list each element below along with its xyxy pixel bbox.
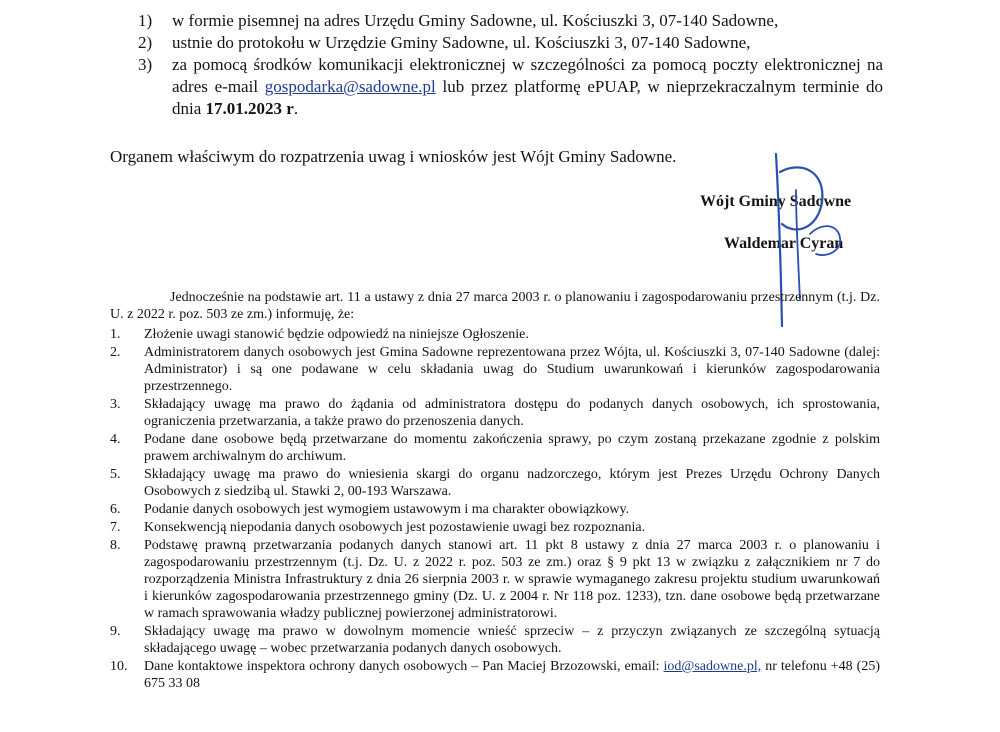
iod-email-link[interactable]: iod@sadowne.pl, [663,659,762,674]
clause-text-part: Dane kontaktowe inspektora ochrony danych osobowych – Pan Maciej Brzozowski, email: [144,659,664,674]
clause-number: 4. [110,432,121,447]
clause-text: Konsekwencją niepodania danych osobowych jest pozostawienie uwagi bez rozpoznania. [144,520,646,535]
list-item [110,396,880,430]
list-item-text-part: lub przez platformę ePUAP, w nieprzekraczalnym terminie do dnia [172,77,883,118]
list-item [138,10,883,32]
clause-text: Składający uwagę ma prawo do wniesienia skargi do organu nadzorczego, którym jest Prezes Urzędu Ochrony Danych Osobowych z siedzibą ul. Stawki 2, 00-193 Warszawa. [144,467,880,499]
list-item [110,501,880,518]
clause-text-part: nr telefonu +48 (25) 675 33 08 [144,659,880,691]
clause-number: 6. [110,502,121,517]
deadline-date: 17.01.2023 r [205,99,294,118]
list-item [138,32,883,54]
clause-number: 8. [110,538,121,553]
list-item-text-part: . [293,99,299,118]
list-item-text: ustnie do protokołu w Urzędzie Gminy Sadowne, ul. Kościuszki 3, 07-140 Sadowne, [172,33,751,52]
clause-number: 3. [110,397,121,412]
clause-number: 2. [110,345,121,360]
clause-text: Podane dane osobowe będą przetwarzane do momentu zakończenia sprawy, po czym zostaną przekazane zgodnie z polskim prawem archiwalnym do archiwum. [144,432,880,464]
clause-text [144,658,880,692]
signatory-title: Wójt Gminy Sadowne [700,193,852,210]
signatory-name: Waldemar Cyran [724,235,844,252]
list-item [110,537,880,622]
list-item-text [172,54,883,120]
clause-number: 10. [110,659,128,674]
list-item [110,658,880,692]
list-item [110,623,880,657]
gdpr-intro-paragraph: Jednocześnie na podstawie art. 11 a ustawy z dnia 27 marca 2003 r. o planowaniu i zagospodarowaniu przestrzennym (t.j. Dz. U. z 2022 r. poz. 503 ze zm.) informuję, że: [110,290,880,322]
list-item [110,519,880,536]
clause-number: 1. [110,327,121,342]
clause-number: 9. [110,624,121,639]
clause-text: Podanie danych osobowych jest wymogiem ustawowym i ma charakter obowiązkowy. [144,502,630,517]
list-item-number: 1) [138,11,153,30]
list-item [110,344,880,395]
list-item-number: 3) [138,55,153,74]
clause-number: 5. [110,467,121,482]
gdpr-clauses-list [110,326,880,693]
list-item-text: w formie pisemnej na adres Urzędu Gminy Sadowne, ul. Kościuszki 3, 07-140 Sadowne, [172,11,779,30]
list-item [110,326,880,343]
authority-statement: Organem właściwym do rozpatrzenia uwag i wniosków jest Wójt Gminy Sadowne. [110,147,677,166]
list-item-number: 2) [138,33,153,52]
clause-text: Administratorem danych osobowych jest Gmina Sadowne reprezentowana przez Wójta, ul. Kościuszki 3, 07-140 Sadowne (dalej: Administrator) i są one podawane w celu składania uwag do Studium uwarunkowań i kierunków zagospodarowania przestrzennego. [144,345,880,394]
clause-text: Złożenie uwagi stanowić będzie odpowiedź na niniejsze Ogłoszenie. [144,327,529,342]
email-link[interactable]: gospodarka@sadowne.pl [264,77,436,96]
list-item [110,431,880,465]
submission-methods-list [138,10,883,120]
clause-number: 7. [110,520,121,535]
clause-text: Składający uwagę ma prawo do żądania od administratora dostępu do podanych danych osobowych, ich sprostowania, ograniczenia przetwarzania, a także prawo do przenoszenia danych. [144,397,880,429]
clause-text: Składający uwagę ma prawo w dowolnym momencie wnieść sprzeciw – z przyczyn związanych ze szczególną sytuacją składającego uwagę – wobec przetwarzania podanych danych osobowych. [144,624,880,656]
list-item [138,54,883,120]
list-item-text-part: za pomocą środków komunikacji elektronicznej w szczególności za pomocą poczty elektronicznej na adres e-mail [172,55,883,96]
clause-text: Podstawę prawną przetwarzania podanych danych stanowi art. 11 pkt 8 ustawy z dnia 27 marca 2003 r. o planowaniu i zagospodarowaniu przestrzennym (t.j. Dz. U. z 2022 r. poz. 503 ze zm.) oraz § 9 pkt 13 w związku z załącznikiem nr 7 do rozporządzenia Ministra Infrastruktury z dnia 26 sierpnia 2003 r. w sprawie wymaganego zakresu projektu studium uwarunkowań i kierunków zagospodarowania przestrzennego gminy (Dz. U. z 2004 r. Nr 118 poz. 1233), tzn. dane osobowe będą przetwarzane w ramach sprawowania władzy publicznej powierzonej administratorowi. [144,538,880,621]
list-item [110,466,880,500]
